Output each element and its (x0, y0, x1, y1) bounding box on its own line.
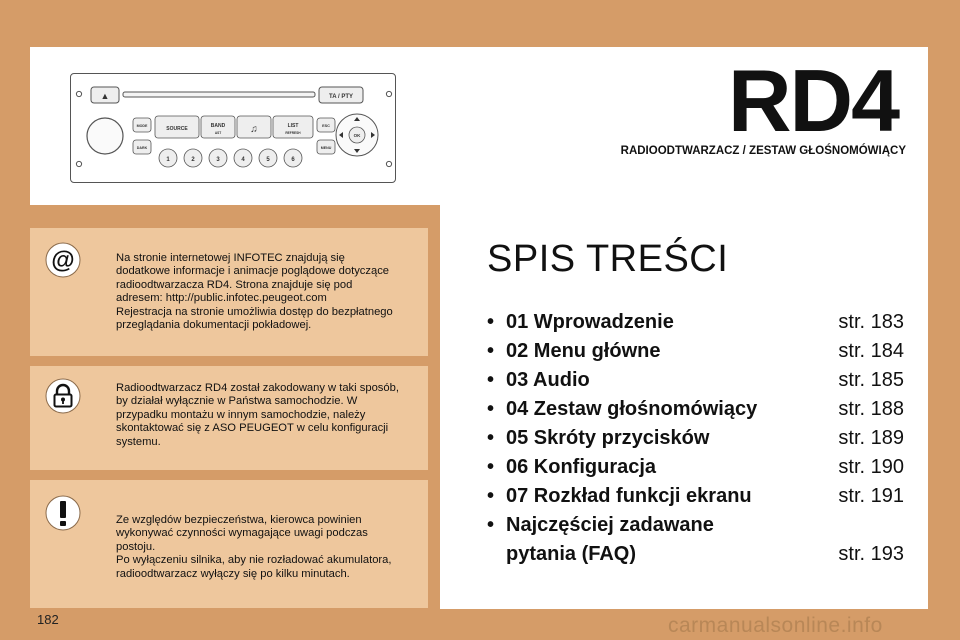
toc-item-page: str. 183 (838, 311, 904, 333)
toc-bullet: • (487, 311, 495, 333)
info-box-safety (30, 480, 428, 608)
preset-4-label: 4 (241, 157, 245, 163)
toc-item-label: Najczęściej zadawane (506, 514, 714, 536)
band-sublabel: AST (214, 131, 222, 135)
toc-item[interactable] (487, 427, 907, 456)
toc-item[interactable] (487, 311, 907, 340)
toc-item[interactable] (487, 398, 907, 427)
toc-bullet: • (487, 514, 495, 536)
toc-item-page: str. 188 (838, 398, 904, 420)
watermark: carmanualsonline.info (668, 614, 883, 637)
toc-item-label: 05 Skróty przycisków (506, 427, 710, 449)
preset-3-label: 3 (216, 157, 220, 163)
info-text-security-code: Radioodtwarzacz RD4 został zakodowany w taki sposób, by działał wyłącznie w Państwa samochodzie. W przypadku montażu w innym samochodzie, należy skontaktować się z ASO PEUGEOT w celu konfiguracji systemu. (116, 382, 399, 448)
list-sublabel: REFRESH (285, 131, 301, 135)
toc-item-label: 04 Zestaw głośnomówiący (506, 398, 758, 420)
toc-item-label: 03 Audio (506, 369, 590, 391)
toc-item-label: 01 Wprowadzenie (506, 311, 674, 333)
toc-heading: SPIS TREŚCI (487, 238, 729, 280)
toc-item[interactable] (487, 485, 907, 514)
toc-bullet: • (487, 340, 495, 362)
page-title: RD4 (728, 51, 899, 150)
mode-label: MODE (136, 124, 148, 128)
preset-1-label: 1 (166, 157, 170, 163)
toc-item-page: str. 190 (838, 456, 904, 478)
band-label: BAND (210, 123, 226, 129)
toc-item-label: 02 Menu główne (506, 340, 661, 362)
toc-item-page: str. 185 (838, 369, 904, 391)
toc-item[interactable] (487, 543, 907, 572)
info-text-website: Na stronie internetowej INFOTEC znajdują się dodatkowe informacje i animacje poglądowe dotyczące radioodtwarzacza RD4. Strona znajduje się pod adresem: http://public.infotec.peugeot.com Rejestracja na stronie umożliwia dostęp do bezpłatnego przeglądania dokumentacji pokładowej. (116, 252, 393, 332)
info-box-website (30, 228, 428, 356)
toc-bullet: • (487, 485, 495, 507)
ta-pty-label: TA / PTY (329, 94, 353, 100)
toc-item[interactable] (487, 456, 907, 485)
toc-bullet: • (487, 427, 495, 449)
eject-icon: ▲ (100, 91, 110, 101)
list-label: LIST (287, 123, 299, 129)
toc-bullet: • (487, 398, 495, 420)
ok-label: OK (353, 133, 361, 138)
toc-item[interactable] (487, 340, 907, 369)
dark-label: DARK (136, 146, 148, 150)
preset-2-label: 2 (191, 157, 195, 163)
volume-knob (87, 118, 123, 154)
toc-item-label: 06 Konfiguracja (506, 456, 657, 478)
toc-bullet: • (487, 369, 495, 391)
source-label: SOURCE (166, 126, 188, 132)
radio-diagram (71, 74, 397, 184)
menu-label: MENU (320, 146, 332, 150)
info-box-security-code (30, 366, 428, 470)
at-icon (44, 241, 82, 279)
page-subtitle: RADIOODTWARZACZ / ZESTAW GŁOŚNOMÓWIĄCY (620, 145, 906, 157)
page-number: 182 (37, 612, 59, 627)
cd-slot (123, 92, 315, 97)
toc-item-page: str. 191 (838, 485, 904, 507)
lock-icon (44, 377, 82, 415)
toc-item-label: 07 Rozkład funkcji ekranu (506, 485, 752, 507)
toc-item[interactable] (487, 369, 907, 398)
toc-bullet: • (487, 456, 495, 478)
preset-6-label: 6 (291, 157, 295, 163)
preset-5-label: 5 (266, 157, 270, 163)
info-text-safety: Ze względów bezpieczeństwa, kierowca powinien wykonywać czynności wymagające uwagi podczas postoju. Po wyłączeniu silnika, aby nie rozładować akumulatora, radioodtwarzacz wyłączy się po kilku minutach. (116, 514, 392, 580)
exclamation-icon (44, 494, 82, 532)
toc-item-page: str. 184 (838, 340, 904, 362)
toc-item-label: pytania (FAQ) (506, 543, 637, 565)
toc-item-page: str. 193 (838, 543, 904, 565)
toc-item-page: str. 189 (838, 427, 904, 449)
music-icon: ♫ (250, 124, 258, 135)
esc-label: ESC (322, 124, 330, 128)
toc-item[interactable] (487, 514, 907, 543)
svg-text:@: @ (51, 247, 75, 274)
radio-illustration (70, 73, 396, 183)
preset-buttons (159, 149, 302, 167)
